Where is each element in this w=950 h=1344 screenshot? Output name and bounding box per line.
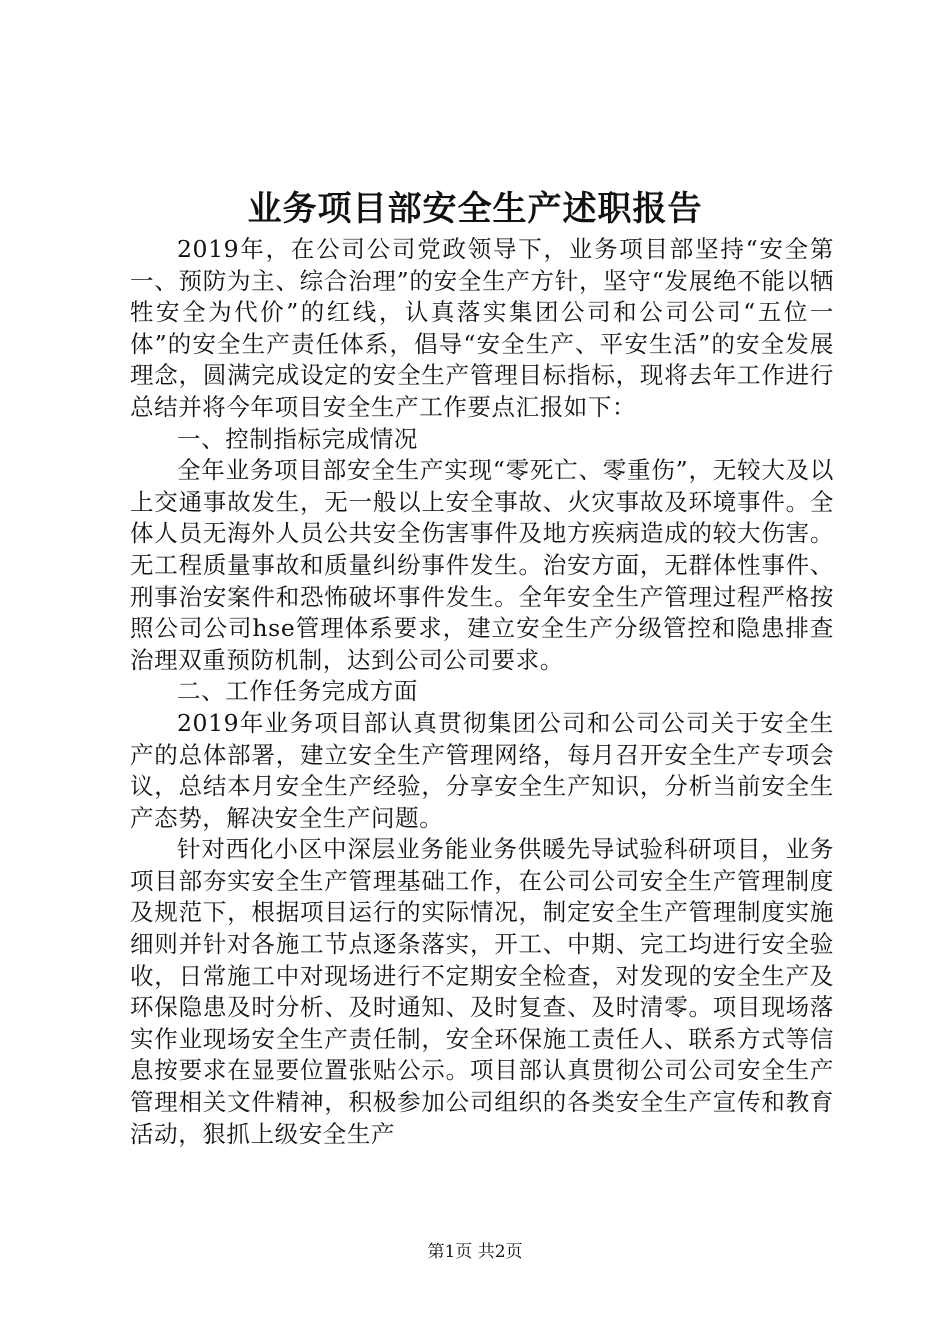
document-body [130,234,834,1150]
section-heading-1: 一、控制指标完成情况 [177,424,418,453]
section-heading-2: 二、工作任务完成方面 [177,677,418,706]
paragraph-project: 针对西化小区中深层业务能业务供暖先导试验科研项目，业务项目部夯实安全生产管理基础工作，在公司公司安全生产管理制度及规范下，根据项目运行的实际情况，制定安全生产管理制度实施细则并针对各施工节点逐条落实，开工、中期、完工均进行安全验收，日常施工中对现场进行不定期安全检查，对发现的安全生产及环保隐患及时分析、及时通知、及时复查、及时清零。项目现场落实作业现场安全生产责任制，安全环保施工责任人、联系方式等信息按要求在显要位置张贴公示。项目部认真贯彻公司公司安全生产管理相关文件精神，积极参加公司组织的各类安全生产宣传和教育活动，狠抓上级安全生产 [130,835,834,1148]
paragraph-tasks: 2019年业务项目部认真贯彻集团公司和公司公司关于安全生产的总体部署，建立安全生产管理网络，每月召开安全生产专项会议，总结本月安全生产经验，分享安全生产知识，分析当前安全生产态势，解决安全生产问题。 [130,708,834,832]
page-footer: 第1页 共2页 [427,1242,523,1262]
paragraph-intro: 2019年，在公司公司党政领导下，业务项目部坚持“安全第一、预防为主、综合治理”的安全生产方针，坚守“发展绝不能以牺牲安全为代价”的红线，认真落实集团公司和公司公司“五位一体”的安全生产责任体系，倡导“安全生产、平安生活”的安全发展理念，圆满完成设定的安全生产管理目标指标，现将去年工作进行总结并将今年项目安全生产工作要点汇报如下： [130,235,834,421]
paragraph-indicators: 全年业务项目部安全生产实现“零死亡、零重伤”，无较大及以上交通事故发生，无一般以上安全事故、火灾事故及环境事件。全体人员无海外人员公共安全伤害事件及地方疾病造成的较大伤害。无工程质量事故和质量纠纷事件发生。治安方面，无群体性事件、刑事治安案件和恐怖破坏事件发生。全年安全生产管理过程严格按照公司公司hse管理体系要求，建立安全生产分级管控和隐患排查治理双重预防机制，达到公司公司要求。 [130,456,834,674]
document-title: 业务项目部安全生产述职报告 [247,189,703,229]
